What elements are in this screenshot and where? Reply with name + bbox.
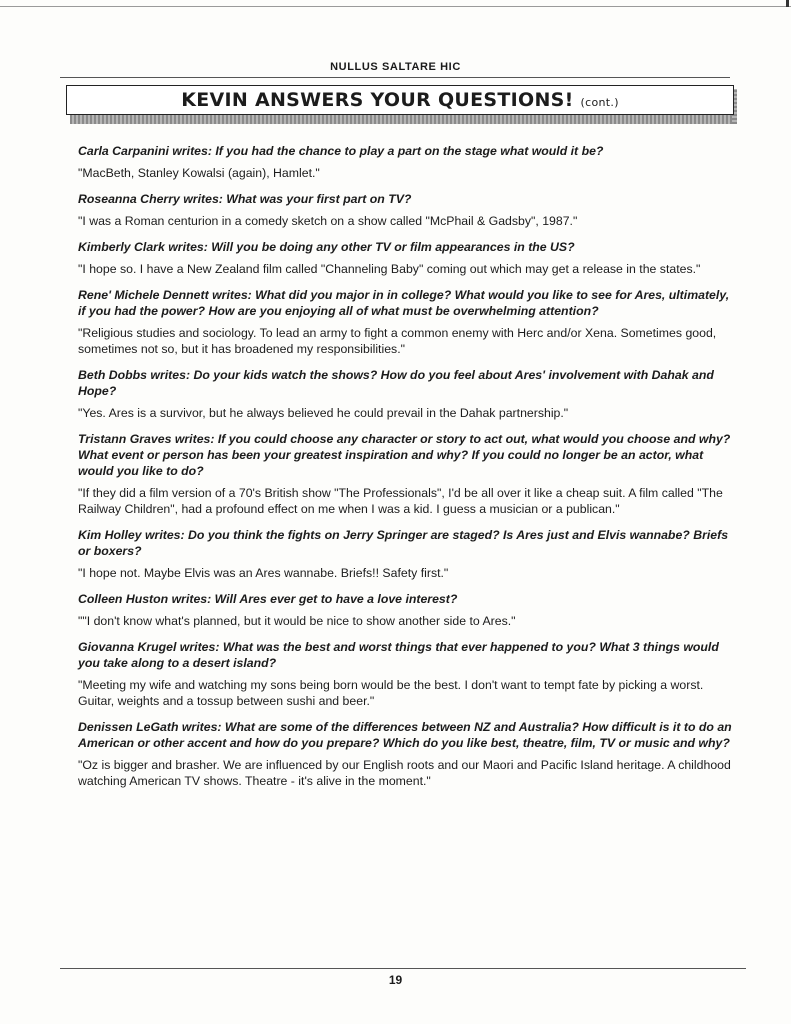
title-box-shadow [70,114,735,124]
qa-item [78,367,733,421]
qa-item [78,639,733,709]
article-title-suffix: (cont.) [580,96,619,109]
answer: "MacBeth, Stanley Kowalsi (again), Hamlet." [78,166,320,180]
qa-item [78,191,733,229]
question: Roseanna Cherry writes: What was your first part on TV? [78,192,412,206]
question: Colleen Huston writes: Will Ares ever get to have a love interest? [78,592,458,606]
header-divider [60,77,730,78]
qa-list [78,143,733,799]
scan-edge-mark [786,0,789,7]
running-header: NULLUS SALTARE HIC [330,61,461,73]
question: Tristann Graves writes: If you could choose any character or story to act out, what would you choose and why? What event or person has been your greatest inspiration and why? If you could no longer be an actor, what would you like to do? [78,432,731,478]
answer: "I was a Roman centurion in a comedy sketch on a show called "McPhail & Gadsby", 1987." [78,214,578,228]
question: Rene' Michele Dennett writes: What did you major in in college? What would you like to see for Ares, ultimately, if you had the power? How are you enjoying all of what must be overwhelming attention? [78,288,730,318]
answer: "I hope so. I have a New Zealand film called "Channeling Baby" coming out which may get a release in the states." [78,262,701,276]
article-title-main: KEVIN ANSWERS YOUR QUESTIONS! [181,89,574,111]
question: Carla Carpanini writes: If you had the chance to play a part on the stage what would it be? [78,144,604,158]
question: Kimberly Clark writes: Will you be doing any other TV or film appearances in the US? [78,240,575,254]
page-number: 19 [388,973,403,987]
answer: "Meeting my wife and watching my sons being born would be the best. I don't want to tempt fate by picking a worst. Guitar, weights and a tossup between sushi and beer." [78,678,704,708]
question: Kim Holley writes: Do you think the fights on Jerry Springer are staged? Is Ares just and Elvis wannabe? Briefs or boxers? [78,528,729,558]
answer: ""I don't know what's planned, but it would be nice to show another side to Ares." [78,614,516,628]
qa-item [78,143,733,181]
qa-item [78,591,733,629]
question: Denissen LeGath writes: What are some of the differences between NZ and Australia? How difficult is it to do an American or other accent and how do you prepare? Which do you like best, theatre, film, TV or music and why? [78,720,732,750]
answer: "Yes. Ares is a survivor, but he always believed he could prevail in the Dahak partnership." [78,406,569,420]
qa-item [78,287,733,357]
article-title-box [66,85,734,115]
top-scan-rule [0,6,791,7]
qa-item [78,719,733,789]
qa-item [78,527,733,581]
answer: "If they did a film version of a 70's British show "The Professionals", I'd be all over it like a cheap suit. A film called "The Railway Children", had a profound effect on me when I was a kid. I guess a musician or a publican." [78,486,723,516]
article-title [67,89,733,111]
qa-item [78,239,733,277]
answer: "Oz is bigger and brasher. We are influenced by our English roots and our Maori and Pacific Island heritage. A childhood watching American TV shows. Theatre - it's alive in the moment." [78,758,731,788]
question: Giovanna Krugel writes: What was the best and worst things that ever happened to you? What 3 things would you take along to a desert island? [78,640,719,670]
answer: "I hope not. Maybe Elvis was an Ares wannabe. Briefs!! Safety first." [78,566,449,580]
qa-item [78,431,733,517]
answer: "Religious studies and sociology. To lead an army to fight a common enemy with Herc and/or Xena. Sometimes good, sometimes not so, but it has broadened my responsibilities." [78,326,717,356]
footer-divider [60,968,746,969]
question: Beth Dobbs writes: Do your kids watch the shows? How do you feel about Ares' involvement with Dahak and Hope? [78,368,714,398]
